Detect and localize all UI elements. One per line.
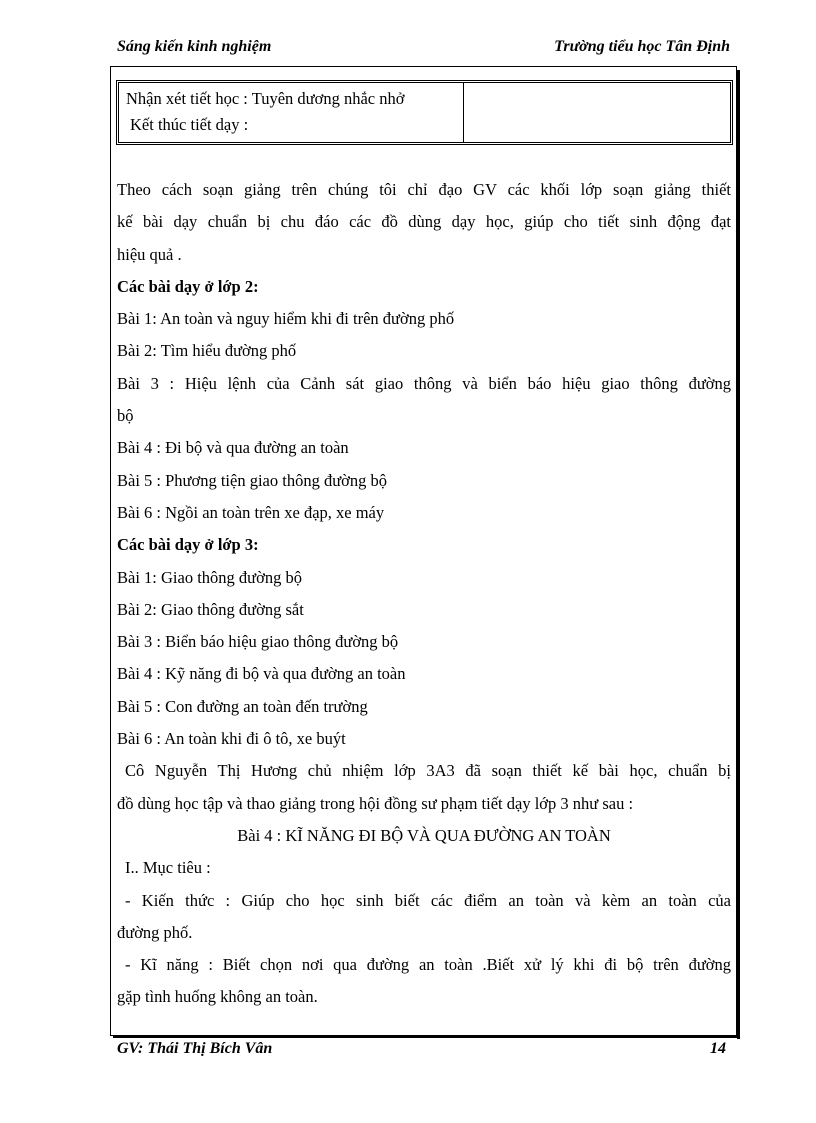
lesson-item: Bài 6 : Ngồi an toàn trên xe đạp, xe máy <box>117 502 385 522</box>
lesson-item: Bài 1: Giao thông đường bộ <box>117 567 302 587</box>
document-body <box>117 174 731 1014</box>
lesson-item: Bài 5 : Con đường an toàn đến trường <box>117 696 368 716</box>
lesson-item: Bài 1: An toàn và nguy hiểm khi đi trên đường phố <box>117 309 455 329</box>
page-frame-shadow <box>113 1035 740 1038</box>
knowledge-line: đường phố. <box>117 922 193 942</box>
page-number: 14 <box>710 1040 726 1057</box>
lesson-item: bộ <box>117 406 134 426</box>
table-row-evaluation: Nhận xét tiết học : Tuyên dương nhắc nhở <box>126 89 405 108</box>
lesson-item: Bài 3 : Biển báo hiệu giao thông đường bộ <box>117 632 399 652</box>
paragraph-line: hiệu quả . <box>117 244 182 264</box>
evaluation-table <box>116 80 733 145</box>
skills-line: gặp tình huống không an toàn. <box>117 987 318 1007</box>
grade2-heading: Các bài dạy ở lớp 2: <box>117 276 259 296</box>
paragraph-line: Cô Nguyễn Thị Hương chủ nhiệm lớp 3A3 đã soạn thiết kế bài học, chuẩn bị <box>125 761 731 781</box>
lesson-item: Bài 2: Tìm hiểu đường phố <box>117 341 297 361</box>
lesson-title: Bài 4 : KĨ NĂNG ĐI BỘ VÀ QUA ĐƯỜNG AN TOÀN <box>237 825 611 845</box>
lesson-item: Bài 4 : Đi bộ và qua đường an toàn <box>117 438 349 458</box>
lesson-item: Bài 4 : Kỹ năng đi bộ và qua đường an toàn <box>117 664 406 684</box>
lesson-item: Bài 3 : Hiệu lệnh của Cảnh sát giao thông và biển báo hiệu giao thông đường <box>117 373 731 393</box>
header-left-title: Sáng kiến kinh nghiệm <box>117 38 272 55</box>
paragraph-line: kế bài dạy chuẩn bị chu đáo các đồ dùng dạy học, giúp cho tiết sinh động đạt <box>117 212 731 232</box>
paragraph-line: Theo cách soạn giảng trên chúng tôi chỉ đạo GV các khối lớp soạn giảng thiết <box>117 180 731 199</box>
lesson-item: Bài 5 : Phương tiện giao thông đường bộ <box>117 470 387 490</box>
footer-author: GV: Thái Thị Bích Vân <box>117 1040 273 1057</box>
knowledge-line: - Kiến thức : Giúp cho học sinh biết các điểm an toàn và kèm an toàn của <box>125 890 731 910</box>
paragraph-line: đồ dùng học tập và thao giảng trong hội đồng sư phạm tiết dạy lớp 3 như sau : <box>117 793 634 813</box>
table-row-ending: Kết thúc tiết dạy : <box>130 115 249 134</box>
evaluation-table-left-cell <box>119 83 464 142</box>
header-right-school: Trường tiểu học Tân Định <box>554 38 730 55</box>
skills-line: - Kĩ năng : Biết chọn nơi qua đường an toàn .Biết xử lý khi đi bộ trên đường <box>125 955 731 975</box>
grade3-heading: Các bài dạy ở lớp 3: <box>117 535 259 555</box>
objectives-heading: I.. Mục tiêu : <box>125 858 211 878</box>
evaluation-table-right-cell <box>464 83 730 142</box>
lesson-item: Bài 6 : An toàn khi đi ô tô, xe buýt <box>117 729 346 749</box>
lesson-item: Bài 2: Giao thông đường sắt <box>117 599 304 619</box>
